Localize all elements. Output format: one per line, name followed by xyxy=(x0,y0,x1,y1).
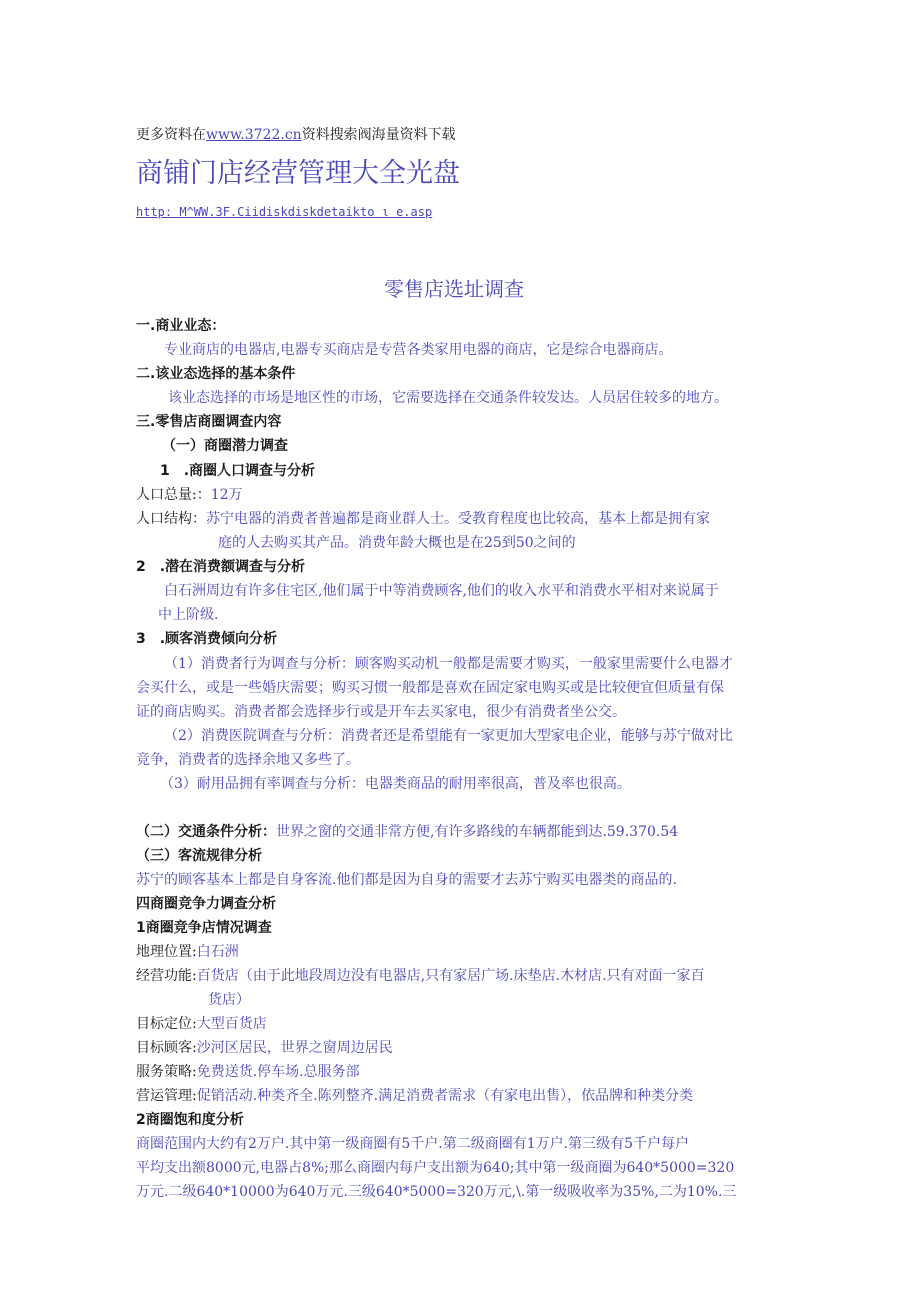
customer-value: 沙河区居民，世界之窗周边居民 xyxy=(196,1040,393,1056)
banner-title: 商铺门店经营管理大全光盘 xyxy=(136,158,460,189)
service-label: 服务策略: xyxy=(136,1064,197,1080)
function-line1: 百货店（由于此地段周边没有电器店,只有家居广场.床垫店.木材店.只有对面一家百 xyxy=(196,968,705,984)
operations-row xyxy=(136,1086,693,1106)
banner-link[interactable]: http: M^WW.3F.Ciidiskdiskdetaikto ι e.asp xyxy=(136,205,433,219)
site-link[interactable]: www.3722.cn xyxy=(206,127,302,143)
target-row xyxy=(136,1014,267,1034)
section-3-2-line1: 白石洲周边有许多住宅区,他们属于中等消费顾客,他们的收入水平和消费水平相对来说属于 xyxy=(164,583,719,599)
paragraph-2-line2: 竞争，消费者的选择余地又多些了。 xyxy=(136,752,360,768)
population-total-value: 12万 xyxy=(210,487,243,503)
operations-value: 促销活动.种类齐全.陈列整齐.满足消费者需求（有家电出售），依品牌和种类分类 xyxy=(196,1088,694,1104)
customer-label: 目标顾客: xyxy=(136,1040,197,1056)
section-3-2-line2: 中上阶级. xyxy=(158,607,219,623)
operations-label: 营运管理: xyxy=(136,1088,197,1104)
section-2-heading: 二.该业态选择的基本条件 xyxy=(136,366,296,382)
population-structure-line1: 苏宁电器的消费者普遍都是商业群人士。受教育程度也比较高，基本上都是拥有家 xyxy=(206,511,710,527)
saturation-line3: 万元.二级640*10000为640万元.三级640*5000=320万元,\.第一级吸收率为35%,二为10%.三 xyxy=(136,1184,737,1200)
header-prefix: 更多资料在 xyxy=(136,127,206,143)
section-4-1-heading: 1商圈竞争店情况调查 xyxy=(136,920,272,936)
population-total xyxy=(136,485,243,505)
flow-body: 苏宁的顾客基本上都是自身客流.他们都是因为自身的需要才去苏宁购买电器类的商品的. xyxy=(136,872,677,888)
population-structure-line2: 庭的人去购买其产品。消费年龄大概也是在25到50之间的 xyxy=(218,535,576,551)
population-structure-label: 人口结构： xyxy=(136,511,206,527)
population-structure xyxy=(136,509,710,529)
traffic-body: 世界之窗的交通非常方便,有许多路线的车辆都能到达.59.370.54 xyxy=(276,824,679,840)
section-3-2-heading: 2 .潜在消费额调查与分析 xyxy=(136,559,306,575)
section-4-2-heading: 2商圈饱和度分析 xyxy=(136,1112,244,1128)
section-1-heading: 一.商业业态： xyxy=(136,318,226,334)
paragraph-1-line1: （1）消费者行为调查与分析：顾客购买动机一般都是需要才购买，一般家里需要什么电器才 xyxy=(164,656,733,672)
geo-row xyxy=(136,942,239,962)
paragraph-3-line1: （3）耐用品拥有率调查与分析：电器类商品的耐用率很高，普及率也很高。 xyxy=(160,776,631,792)
customer-row xyxy=(136,1038,393,1058)
section-2-body: 该业态选择的市场是地区性的市场，它需要选择在交通条件较发达。人员居住较多的地方。 xyxy=(168,390,728,406)
service-row xyxy=(136,1062,360,1082)
function-line2: 货店） xyxy=(208,992,250,1008)
section-3-1-heading: 1 .商圈人口调查与分析 xyxy=(160,463,316,479)
saturation-line1: 商圈范围内大约有2万户.其中第一级商圈有5千户.第二级商圈有1万户.第三级有5千户每户 xyxy=(136,1136,689,1152)
document-title: 零售店选址调查 xyxy=(384,277,524,301)
saturation-line2: 平均支出额8000元,电器占8%;那么商圈内每户支出额为640;其中第一级商圈为640*5000=320 xyxy=(136,1160,735,1176)
paragraph-2-line1: （2）消费医院调查与分析：消费者还是希望能有一家更加大型家电企业，能够与苏宁做对比 xyxy=(164,728,733,744)
target-label: 目标定位: xyxy=(136,1016,197,1032)
section-3-heading: 三.零售店商圈调查内容 xyxy=(136,414,282,430)
section-1-body: 专业商店的电器店,电器专买商店是专营各类家用电器的商店，它是综合电器商店。 xyxy=(164,342,673,358)
traffic-line xyxy=(136,822,678,842)
target-value: 大型百货店 xyxy=(196,1016,267,1032)
header-line xyxy=(136,125,456,145)
section-3-sub1: （一）商圈潜力调查 xyxy=(162,438,288,454)
population-total-label: 人口总量:： xyxy=(136,487,211,503)
section-4-heading: 四商圈竞争力调查分析 xyxy=(136,896,276,912)
geo-label: 地理位置: xyxy=(136,944,197,960)
paragraph-1-line3: 证的商店购买。消费者都会选择步行或是开车去买家电，很少有消费者坐公交。 xyxy=(136,704,626,720)
header-suffix: 资料搜索阀海量资料下载 xyxy=(301,127,456,143)
geo-value: 白石洲 xyxy=(196,944,239,960)
traffic-heading: （二）交通条件分析： xyxy=(136,824,276,840)
function-row xyxy=(136,966,705,986)
function-label: 经营功能: xyxy=(136,968,197,984)
service-value: 免费送货.停车场.总服务部 xyxy=(196,1064,360,1080)
flow-heading: （三）客流规律分析 xyxy=(136,848,262,864)
section-3-3-heading: 3 .顾客消费倾向分析 xyxy=(136,631,278,647)
paragraph-1-line2: 会买什么，或是一些婚庆需要；购买习惯一般都是喜欢在固定家电购买或是比较便宜但质量有保 xyxy=(136,680,724,696)
